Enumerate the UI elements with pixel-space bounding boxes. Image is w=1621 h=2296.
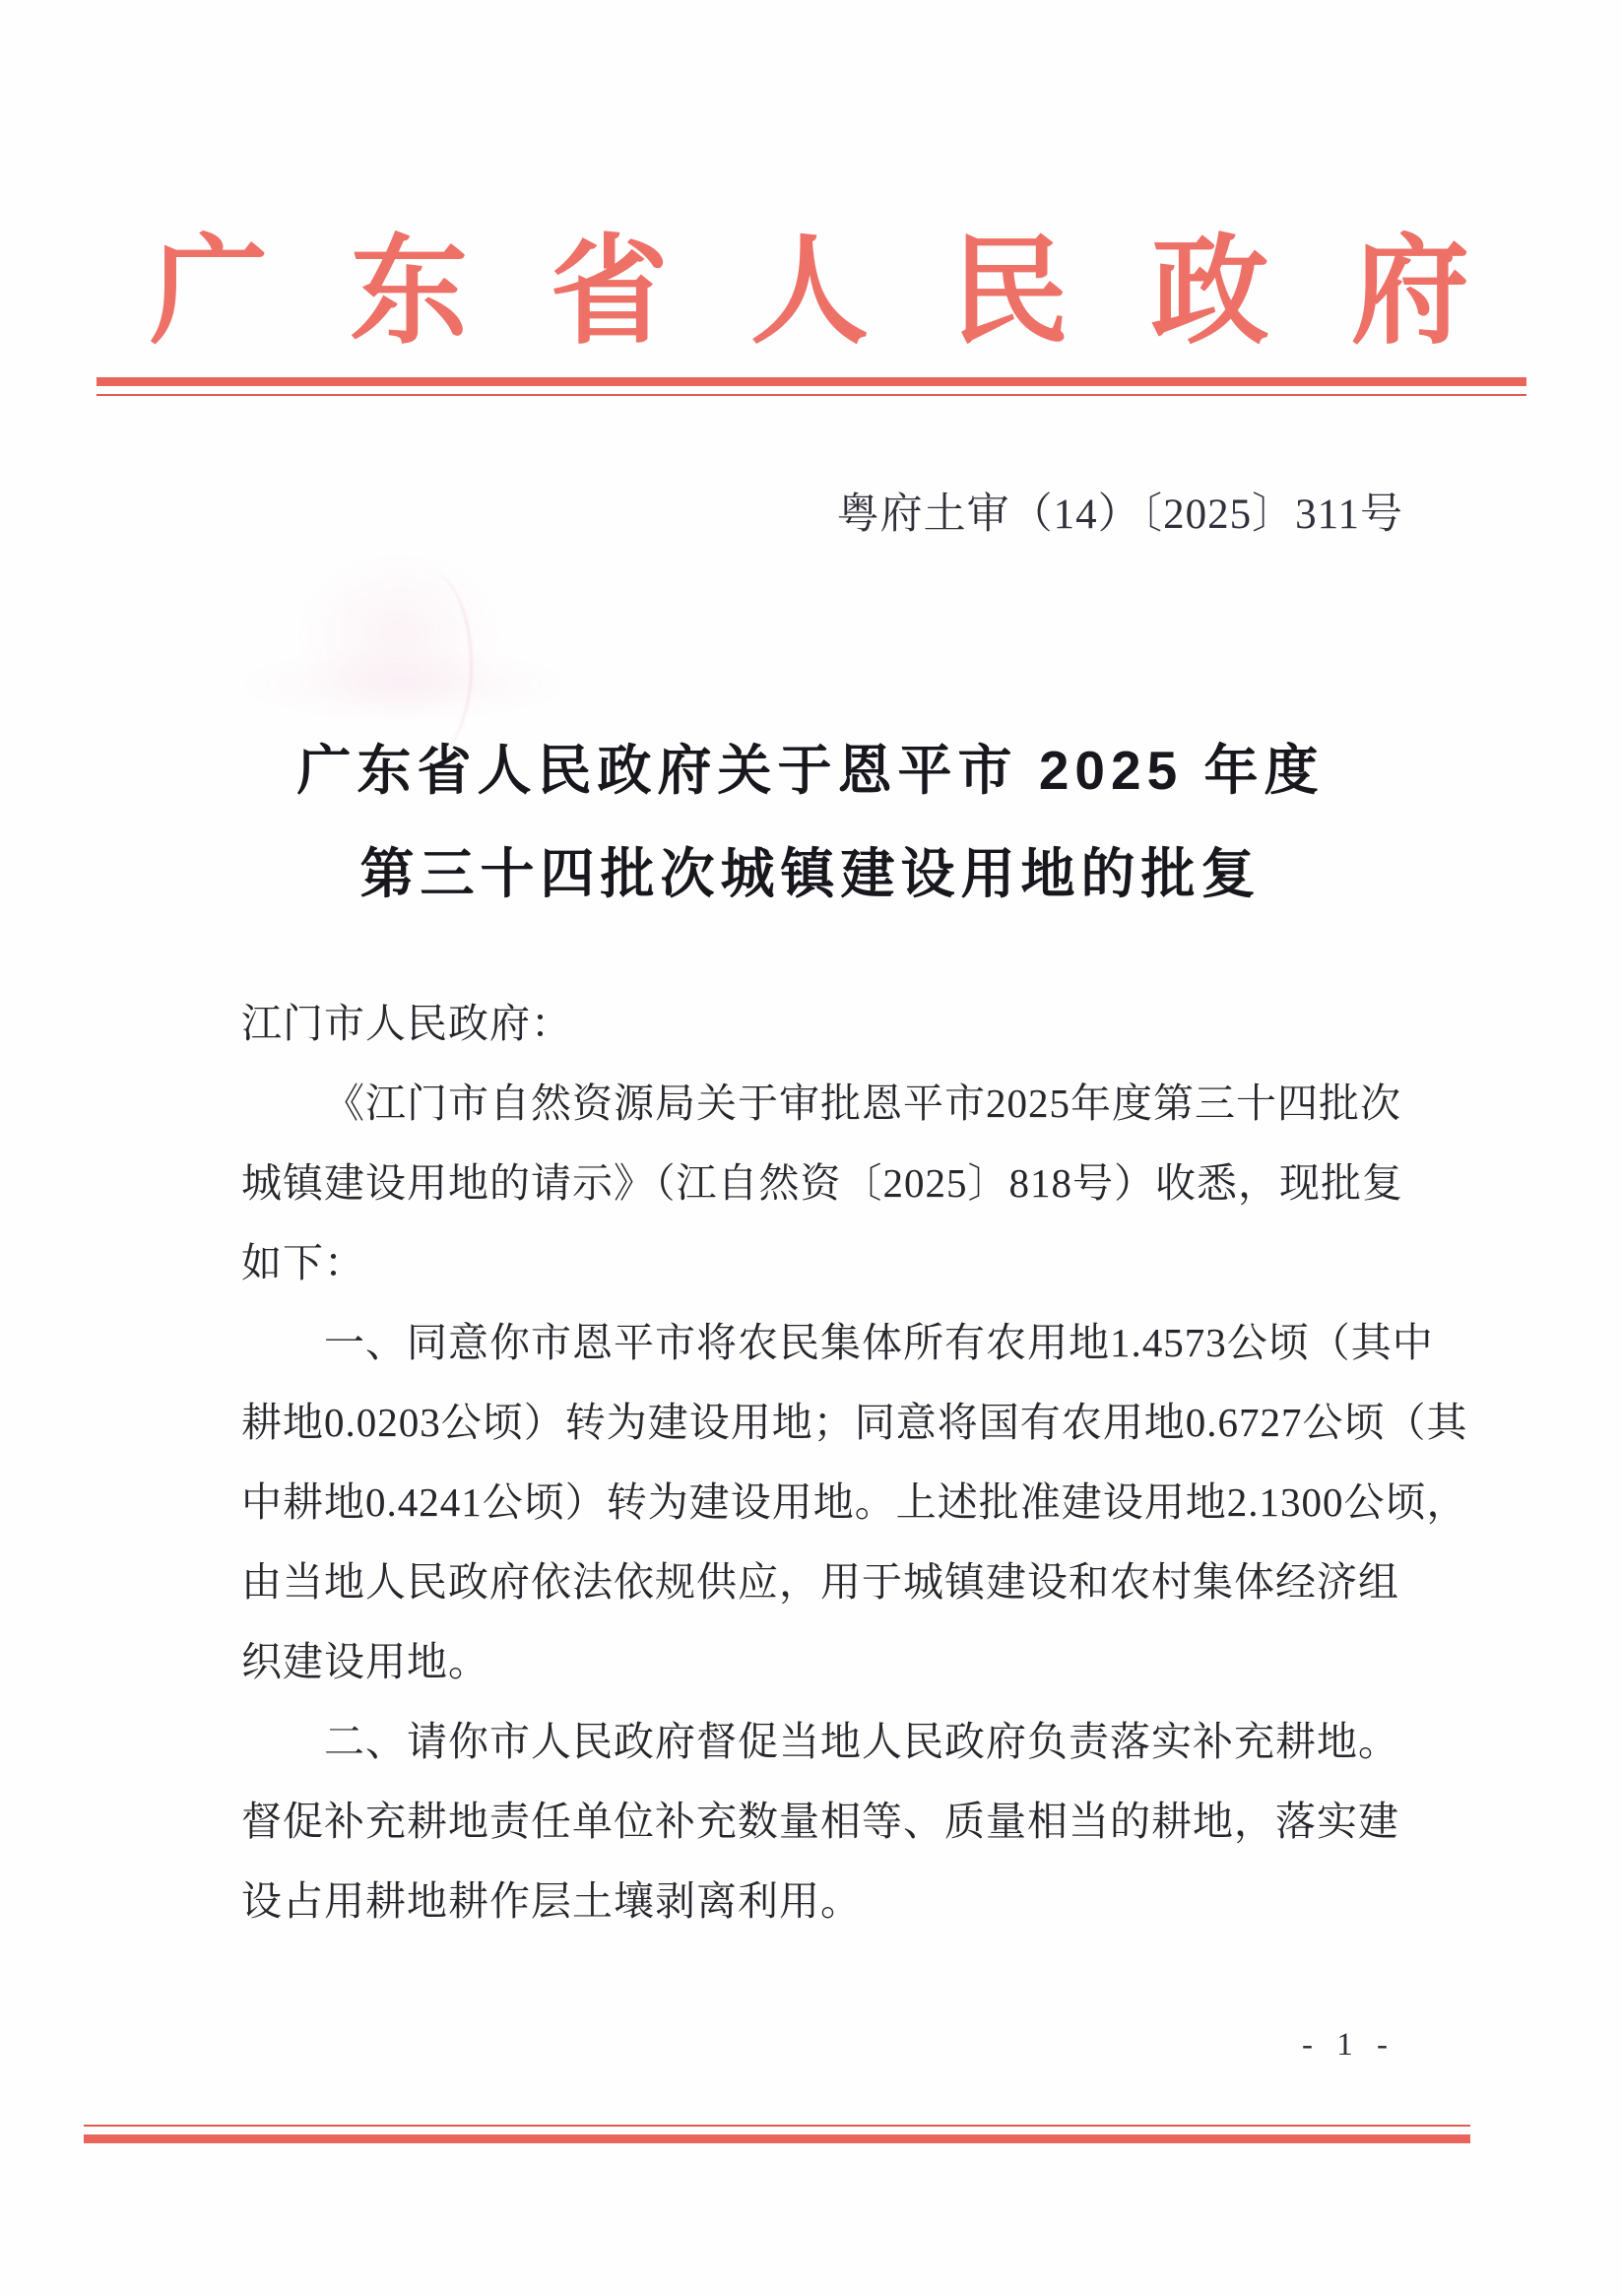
body-line: 如下： — [241, 1240, 365, 1285]
faded-stamp-artifact — [246, 650, 561, 719]
body-line: 耕地0.0203公顷）转为建设用地；同意将国有农用地0.6727公顷（其 — [241, 1400, 1468, 1445]
agency-masthead-char: 人 — [749, 227, 869, 358]
agency-masthead-char: 民 — [950, 227, 1070, 358]
document-title-line2: 第三十四批次城镇建设用地的批复 — [359, 843, 1262, 904]
body-line: 由当地人民政府依法依规供应，用于城镇建设和农村集体经济组 — [241, 1559, 1399, 1605]
agency-masthead-char: 东 — [350, 227, 469, 358]
header-rule-thick — [97, 377, 1526, 386]
document-title — [0, 719, 1621, 926]
document-body — [241, 980, 1468, 1937]
agency-masthead-char: 政 — [1150, 227, 1269, 358]
document-title-line1: 广东省人民政府关于恩平市 2025 年度 — [296, 740, 1325, 801]
page-number: - 1 - — [1302, 2027, 1395, 2063]
footer-rule-thick — [84, 2134, 1470, 2143]
agency-masthead-char: 省 — [550, 227, 669, 358]
body-line: 中耕地0.4241公顷）转为建设用地。上述批准建设用地2.1300公顷， — [241, 1479, 1468, 1525]
body-line: 织建设用地。 — [241, 1639, 489, 1684]
agency-masthead-char: 府 — [1350, 227, 1469, 358]
footer-rule-thin — [84, 2125, 1470, 2127]
header-rule-thin — [97, 394, 1526, 396]
body-line: 《江门市自然资源局关于审批恩平市2025年度第三十四批次 — [324, 1081, 1401, 1126]
document-number: 粤府土审（14）〔2025〕311号 — [836, 492, 1403, 538]
body-line: 设占用耕地耕作层土壤剥离利用。 — [241, 1878, 862, 1924]
faded-stamp-artifact — [295, 552, 502, 719]
body-line: 城镇建设用地的请示》（江自然资〔2025〕818号）收悉，现批复 — [241, 1160, 1403, 1206]
body-line-item-two: 二、请你市人民政府督促当地人民政府负责落实补充耕地。 — [324, 1719, 1399, 1764]
agency-masthead — [150, 219, 1469, 366]
body-line-item-one: 一、同意你市恩平市将农民集体所有农用地1.4573公顷（其中 — [324, 1320, 1434, 1365]
body-line-salutation: 江门市人民政府： — [241, 1001, 572, 1046]
body-line: 督促补充耕地责任单位补充数量相等、质量相当的耕地，落实建 — [241, 1799, 1399, 1844]
agency-masthead-char: 广 — [150, 227, 268, 358]
